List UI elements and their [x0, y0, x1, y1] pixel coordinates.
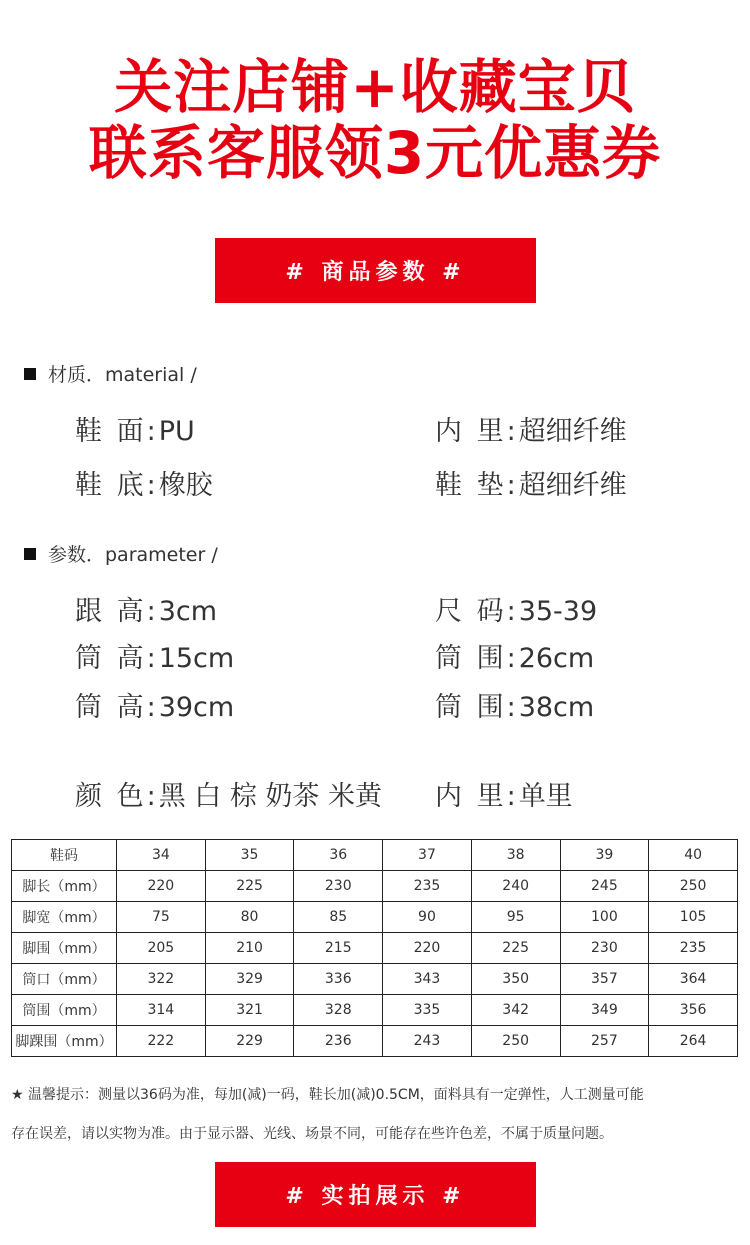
table-cell: 90 — [383, 902, 472, 933]
param-shaft-circumference-2 — [435, 691, 594, 725]
param-shaft-height-2 — [75, 691, 234, 725]
table-row — [12, 902, 738, 933]
param-value: 38cm — [518, 692, 595, 723]
param-key: 内 里: — [435, 416, 519, 447]
table-cell: 364 — [649, 964, 738, 995]
table-cell: 225 — [471, 933, 560, 964]
param-lining — [435, 415, 627, 449]
warm-tip-line2: 存在误差，请以实物为准。由于显示器、光线、场景不同，可能存在些许色差，不属于质量问题。 — [11, 1126, 613, 1142]
square-bullet-icon — [24, 548, 36, 560]
real-photos-banner: # 实拍展示 # — [215, 1162, 536, 1227]
table-cell: 235 — [383, 871, 472, 902]
table-cell: 230 — [294, 871, 383, 902]
parameter-section-label — [24, 540, 218, 567]
param-value: PU — [158, 416, 195, 447]
table-cell: 215 — [294, 933, 383, 964]
table-cell: 230 — [560, 933, 649, 964]
table-cell: 85 — [294, 902, 383, 933]
promo-headline-line1: 关注店铺+收藏宝贝 — [114, 53, 636, 121]
size-chart-table — [11, 839, 738, 1057]
table-cell: 350 — [471, 964, 560, 995]
table-cell: 筒围（mm） — [12, 995, 117, 1026]
param-key: 筒 围: — [435, 692, 519, 723]
table-cell: 36 — [294, 840, 383, 871]
table-cell: 105 — [649, 902, 738, 933]
table-cell: 349 — [560, 995, 649, 1026]
param-key: 内 里: — [435, 781, 519, 812]
param-key: 尺 码: — [435, 596, 519, 627]
table-cell: 鞋码 — [12, 840, 117, 871]
table-cell: 356 — [649, 995, 738, 1026]
param-key: 筒 围: — [435, 643, 519, 674]
param-upper — [75, 415, 195, 449]
table-cell: 95 — [471, 902, 560, 933]
table-cell: 264 — [649, 1026, 738, 1057]
table-cell: 314 — [117, 995, 206, 1026]
table-cell: 335 — [383, 995, 472, 1026]
table-row — [12, 871, 738, 902]
param-value: 黑 白 棕 奶茶 米黄 — [158, 781, 383, 812]
table-cell: 229 — [205, 1026, 294, 1057]
table-cell: 328 — [294, 995, 383, 1026]
table-row — [12, 995, 738, 1026]
table-cell: 343 — [383, 964, 472, 995]
param-key: 鞋 面: — [75, 416, 159, 447]
param-value: 15cm — [158, 643, 235, 674]
param-insole — [435, 469, 627, 503]
table-cell: 243 — [383, 1026, 472, 1057]
table-cell: 脚围（mm） — [12, 933, 117, 964]
table-cell: 257 — [560, 1026, 649, 1057]
table-cell: 100 — [560, 902, 649, 933]
param-colors — [75, 780, 382, 814]
param-value: 26cm — [518, 643, 595, 674]
param-value: 橡胶 — [158, 470, 213, 501]
param-key: 鞋 垫: — [435, 470, 519, 501]
table-cell: 322 — [117, 964, 206, 995]
table-cell: 39 — [560, 840, 649, 871]
table-row — [12, 1026, 738, 1057]
table-cell: 210 — [205, 933, 294, 964]
table-cell: 250 — [649, 871, 738, 902]
table-row — [12, 964, 738, 995]
param-size-range — [435, 595, 597, 629]
table-cell: 筒口（mm） — [12, 964, 117, 995]
table-cell: 205 — [117, 933, 206, 964]
table-cell: 37 — [383, 840, 472, 871]
table-cell: 35 — [205, 840, 294, 871]
param-key: 颜 色: — [75, 781, 159, 812]
param-key: 筒 高: — [75, 643, 159, 674]
param-value: 3cm — [158, 596, 218, 627]
material-section-title: 材质．material / — [48, 364, 197, 386]
param-shaft-height — [75, 642, 234, 676]
table-cell: 336 — [294, 964, 383, 995]
table-cell: 38 — [471, 840, 560, 871]
param-value: 超细纤维 — [518, 470, 627, 501]
param-value: 单里 — [518, 781, 573, 812]
table-cell: 240 — [471, 871, 560, 902]
table-cell: 220 — [383, 933, 472, 964]
table-cell: 236 — [294, 1026, 383, 1057]
param-value: 39cm — [158, 692, 235, 723]
table-cell: 245 — [560, 871, 649, 902]
param-key: 跟 高: — [75, 596, 159, 627]
table-cell: 40 — [649, 840, 738, 871]
table-cell: 250 — [471, 1026, 560, 1057]
param-value: 35-39 — [518, 596, 598, 627]
square-bullet-icon — [24, 368, 36, 380]
table-cell: 235 — [649, 933, 738, 964]
param-key: 鞋 底: — [75, 470, 159, 501]
param-value: 超细纤维 — [518, 416, 627, 447]
param-sole — [75, 469, 213, 503]
table-cell: 75 — [117, 902, 206, 933]
table-cell: 脚踝围（mm） — [12, 1026, 117, 1057]
product-params-banner: # 商品参数 # — [215, 238, 536, 303]
table-cell: 329 — [205, 964, 294, 995]
param-heel-height — [75, 595, 217, 629]
table-cell: 80 — [205, 902, 294, 933]
table-row — [12, 933, 738, 964]
table-cell: 脚宽（mm） — [12, 902, 117, 933]
param-shaft-circumference — [435, 642, 594, 676]
warm-tip-line1: ★ 温馨提示：测量以36码为准，每加(减)一码，鞋长加(减)0.5CM，面料具有一定弹性，人工测量可能 — [11, 1087, 644, 1103]
promo-headline-line2: 联系客服领3元优惠券 — [88, 119, 662, 187]
parameter-section-title: 参数．parameter / — [48, 544, 218, 566]
table-cell: 321 — [205, 995, 294, 1026]
table-cell: 34 — [117, 840, 206, 871]
table-cell: 脚长（mm） — [12, 871, 117, 902]
param-lining-type — [435, 780, 573, 814]
table-cell: 357 — [560, 964, 649, 995]
size-chart-header-row — [12, 840, 738, 871]
table-cell: 220 — [117, 871, 206, 902]
material-section-label — [24, 360, 197, 387]
param-key: 筒 高: — [75, 692, 159, 723]
table-cell: 222 — [117, 1026, 206, 1057]
table-cell: 225 — [205, 871, 294, 902]
table-cell: 342 — [471, 995, 560, 1026]
